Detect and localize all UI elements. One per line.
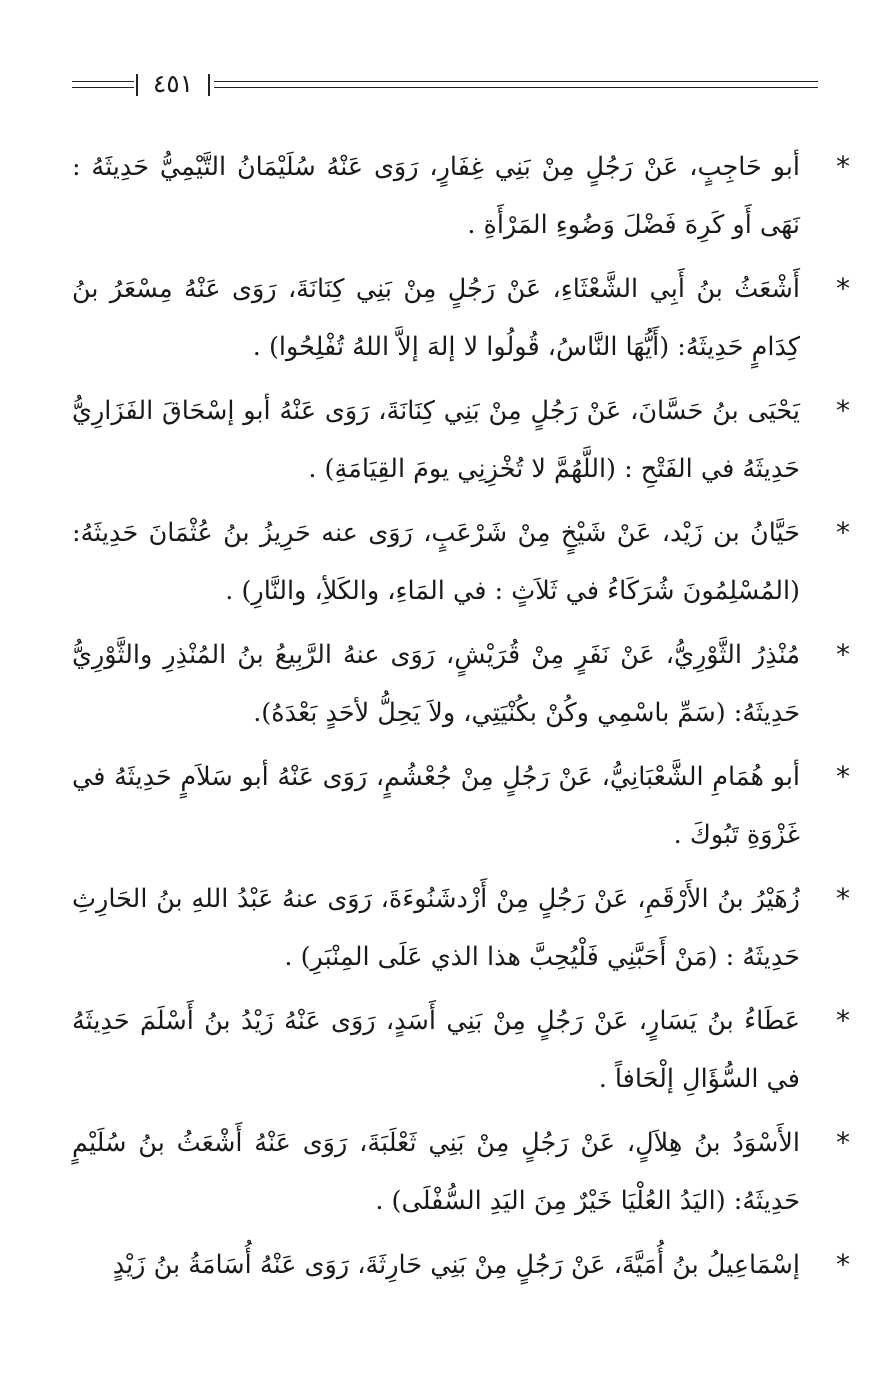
hadith-entries	[72, 138, 850, 1300]
page-number: ٤٥١	[152, 69, 194, 98]
entry-text: الأَسْوَدُ بنُ هِلاَلٍ، عَنْ رَجُلٍ مِنْ بَنِي ثَعْلَبَةَ، رَوَى عَنْهُ أَشْعَثُ بنُ سُلَيْمٍ حَدِيثَهُ: (اليَدُ العُلْيَا خَيْرٌ مِنَ اليَدِ السُّفْلَى) .	[72, 1128, 800, 1216]
header-rule-left	[72, 81, 134, 88]
page-header	[72, 68, 818, 108]
entry	[72, 504, 850, 620]
entry-marker: *	[836, 516, 850, 549]
entry	[72, 870, 850, 986]
entry-marker: *	[836, 1248, 850, 1281]
header-divider-right	[208, 74, 210, 96]
entry-text: أبو حَاجِبٍ، عَنْ رَجُلٍ مِنْ بَنِي غِفَارٍ، رَوَى عَنْهُ سُلَيْمَانُ التَّيْمِيُّ حَدِيثَهُ : نَهَى أَو كَرِهَ فَضْلَ وَضُوءِ المَرْأَةِ .	[72, 152, 800, 240]
entry-marker: *	[836, 394, 850, 427]
entry-marker: *	[836, 760, 850, 793]
entry	[72, 260, 850, 376]
header-rule-right	[214, 81, 818, 88]
entry	[72, 626, 850, 742]
entry-marker: *	[836, 1004, 850, 1037]
entry-text: حَيَّانُ بن زَيْد، عَنْ شَيْخٍ مِنْ شَرْعَبٍ، رَوَى عنه حَرِيزُ بنُ عُثْمَانَ حَدِيثَهُ: (المُسْلِمُونَ شُرَكَاءُ في ثَلاَثٍ : في المَاءِ، والكَلأِ، والنَّارِ) .	[72, 518, 800, 606]
entry	[72, 1114, 850, 1230]
entry	[72, 992, 850, 1108]
entry	[72, 748, 850, 864]
entry-text: إسْمَاعِيلُ بنُ أُمَيَّةَ، عَنْ رَجُلٍ مِنْ بَنِي حَارِثَةَ، رَوَى عَنْهُ أُسَامَةُ بنُ زَيْدٍ	[112, 1250, 800, 1280]
entry-text: مُنْذِرُ الثَّوْرِيُّ، عَنْ نَفَرٍ مِنْ قُرَيْشٍ، رَوَى عنهُ الرَّبِيعُ بنُ المُنْذِرِ والثَّوْرِيُّ حَدِيثَهُ: (سَمِّ باسْمِي وكُنْ بكُنْيَتِي، ولاَ يَحِلُّ لأحَدٍ بَعْدَهُ).	[72, 640, 800, 728]
entry	[72, 138, 850, 254]
entry	[72, 382, 850, 498]
entry-text: زُهَيْرُ بنُ الأَرْقَمِ، عَنْ رَجُلٍ مِنْ أَزْدشَنُوءَةَ، رَوَى عنهُ عَبْدُ اللهِ بنُ الحَارِثِ حَدِيثَهُ : (مَنْ أَحَبَّنِي فَلْيُحِبَّ هذا الذي عَلَى المِنْبَرِ) .	[72, 884, 800, 972]
entry-marker: *	[836, 882, 850, 915]
entry-marker: *	[836, 1126, 850, 1159]
entry-text: أَشْعَثُ بنُ أَبِي الشَّعْثَاءِ، عَنْ رَجُلٍ مِنْ بَنِي كِنَانَةَ، رَوَى عَنْهُ مِسْعَرُ بنُ كِدَامٍ حَدِيثَهُ: (أَيُّهَا النَّاسُ، قُولُوا لا إلهَ إلاَّ اللهُ تُفْلِحُوا) .	[72, 274, 800, 362]
entry-marker: *	[836, 638, 850, 671]
entry	[72, 1236, 850, 1294]
entry-marker: *	[836, 150, 850, 183]
entry-marker: *	[836, 272, 850, 305]
entry-text: أبو هُمَامِ الشَّعْبَانِيُّ، عَنْ رَجُلٍ مِنْ جُعْشُمٍ، رَوَى عَنْهُ أبو سَلاَمٍ حَدِيثَهُ في غَزْوَةِ تَبُوكَ .	[72, 762, 800, 850]
entry-text: عَطَاءُ بنُ يَسَارٍ، عَنْ رَجُلٍ مِنْ بَنِي أَسَدٍ، رَوَى عَنْهُ زَيْدُ بنُ أَسْلَمَ حَدِيثَهُ في السُّؤَالِ إلْحَافاً .	[72, 1006, 800, 1094]
entry-text: يَحْيَى بنُ حَسَّانَ، عَنْ رَجُلٍ مِنْ بَنِي كِنَانَةَ، رَوَى عَنْهُ أبو إسْحَاقَ الفَزَارِيُّ حَدِيثَهُ في الفَتْحِ : (اللَّهُمَّ لا تُخْزِنِي يومَ القِيَامَةِ) .	[72, 396, 800, 484]
